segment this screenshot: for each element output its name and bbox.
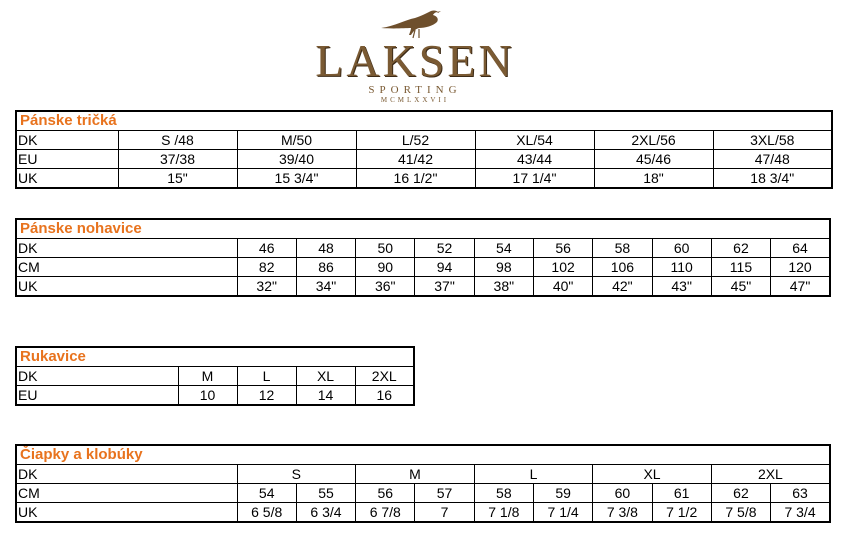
table-row [16, 239, 830, 258]
table-cell: 58 [474, 484, 533, 503]
table-cell: 16 1/2" [356, 169, 475, 189]
table-cell: XL [296, 367, 355, 386]
table-cell: 7 1/8 [474, 503, 533, 523]
tshirt-size-table [15, 110, 833, 189]
row-label: UK [16, 503, 237, 523]
table-cell: 45/46 [594, 150, 713, 169]
table-cell: L [237, 367, 296, 386]
table-cell: 56 [356, 484, 415, 503]
row-label: CM [16, 484, 237, 503]
row-label: UK [16, 277, 237, 297]
table-cell: 52 [415, 239, 474, 258]
table-cell: 42" [593, 277, 652, 297]
table-cell: 41/42 [356, 150, 475, 169]
table-cell: 7 3/8 [593, 503, 652, 523]
table-cell: 38" [474, 277, 533, 297]
table-cell: 54 [237, 484, 296, 503]
brand-logo [300, 6, 530, 114]
table-cell: 55 [296, 484, 355, 503]
table-cell: S /48 [118, 131, 237, 150]
table-cell: 34" [296, 277, 355, 297]
tshirt-table-title: Pánske tričká [16, 111, 832, 131]
table-cell: 7 5/8 [711, 503, 770, 523]
pants-table-title: Pánske nohavice [16, 219, 830, 239]
table-cell: 16 [355, 386, 414, 406]
table-cell: 90 [356, 258, 415, 277]
table-cell: 64 [771, 239, 830, 258]
table-cell: 18 3/4" [713, 169, 832, 189]
brand-name: LAKSEN [315, 35, 515, 86]
table-cell: 60 [652, 239, 711, 258]
table-cell: 12 [237, 386, 296, 406]
table-row [16, 503, 830, 523]
table-cell: 40" [533, 277, 592, 297]
table-cell: 45" [711, 277, 770, 297]
table-cell: 54 [474, 239, 533, 258]
table-cell: 14 [296, 386, 355, 406]
table-cell: 56 [533, 239, 592, 258]
table-row [16, 150, 832, 169]
table-row [16, 367, 414, 386]
table-row [16, 484, 830, 503]
table-cell: 58 [593, 239, 652, 258]
table-cell: 63 [771, 484, 830, 503]
table-cell: 47/48 [713, 150, 832, 169]
table-cell: 17 1/4" [475, 169, 594, 189]
table-cell: 37" [415, 277, 474, 297]
table-cell: L [474, 465, 593, 484]
table-cell: 15" [118, 169, 237, 189]
table-cell: 2XL [355, 367, 414, 386]
table-cell: 94 [415, 258, 474, 277]
table-cell: M [356, 465, 475, 484]
table-cell: 60 [593, 484, 652, 503]
gloves-table-title: Rukavice [16, 347, 414, 367]
table-cell: 37/38 [118, 150, 237, 169]
row-label: DK [16, 465, 237, 484]
row-label: DK [16, 239, 237, 258]
table-cell: XL/54 [475, 131, 594, 150]
table-cell: 59 [533, 484, 592, 503]
table-cell: 7 1/4 [533, 503, 592, 523]
table-cell: 57 [415, 484, 474, 503]
table-cell: 43" [652, 277, 711, 297]
table-cell: 18" [594, 169, 713, 189]
table-cell: 115 [711, 258, 770, 277]
table-cell: 62 [711, 484, 770, 503]
table-cell: 98 [474, 258, 533, 277]
table-cell: S [237, 465, 356, 484]
row-label: EU [16, 150, 118, 169]
table-row [16, 386, 414, 406]
table-cell: 2XL/56 [594, 131, 713, 150]
table-cell: 3XL/58 [713, 131, 832, 150]
table-cell: 32" [237, 277, 296, 297]
table-cell: 48 [296, 239, 355, 258]
table-cell: M [178, 367, 237, 386]
table-cell: 7 3/4 [771, 503, 830, 523]
row-label: UK [16, 169, 118, 189]
table-cell: 15 3/4" [237, 169, 356, 189]
table-cell: 86 [296, 258, 355, 277]
hats-table-title: Čiapky a klobúky [16, 445, 830, 465]
table-cell: 7 [415, 503, 474, 523]
table-cell: 82 [237, 258, 296, 277]
pants-size-table [15, 218, 831, 297]
table-cell: M/50 [237, 131, 356, 150]
row-label: DK [16, 131, 118, 150]
table-cell: 50 [356, 239, 415, 258]
table-cell: L/52 [356, 131, 475, 150]
hats-size-table [15, 444, 831, 523]
table-cell: 120 [771, 258, 830, 277]
table-cell: 62 [711, 239, 770, 258]
table-cell: 10 [178, 386, 237, 406]
gloves-size-table [15, 346, 415, 406]
table-cell: 102 [533, 258, 592, 277]
table-row [16, 131, 832, 150]
table-cell: 106 [593, 258, 652, 277]
table-row [16, 465, 830, 484]
table-cell: 36" [356, 277, 415, 297]
brand-year: MCMLXXVII [380, 96, 450, 104]
brand-tagline: SPORTING [368, 84, 462, 96]
table-row [16, 169, 832, 189]
table-cell: 6 3/4 [296, 503, 355, 523]
table-row [16, 258, 830, 277]
table-cell: 110 [652, 258, 711, 277]
table-row [16, 277, 830, 297]
table-cell: 2XL [711, 465, 830, 484]
row-label: EU [16, 386, 178, 406]
table-cell: 47" [771, 277, 830, 297]
table-cell: XL [593, 465, 712, 484]
table-cell: 6 5/8 [237, 503, 296, 523]
table-cell: 43/44 [475, 150, 594, 169]
table-cell: 46 [237, 239, 296, 258]
row-label: DK [16, 367, 178, 386]
table-cell: 6 7/8 [356, 503, 415, 523]
table-cell: 61 [652, 484, 711, 503]
table-cell: 7 1/2 [652, 503, 711, 523]
row-label: CM [16, 258, 237, 277]
table-cell: 39/40 [237, 150, 356, 169]
